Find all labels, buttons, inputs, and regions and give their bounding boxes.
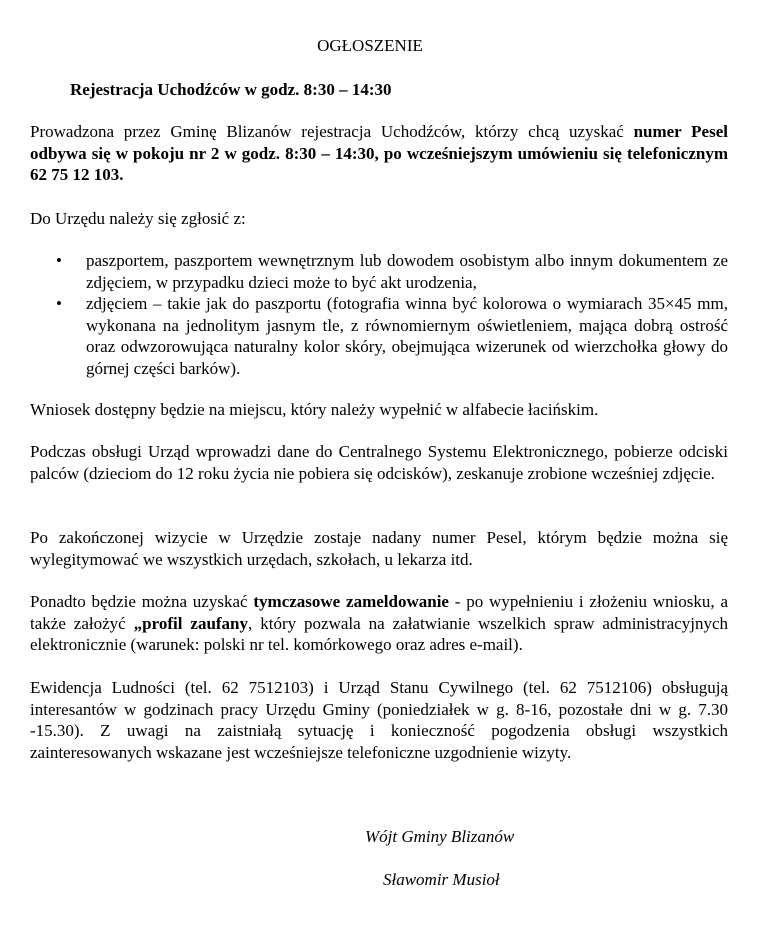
signature-name: Sławomir Musioł [383, 870, 500, 889]
document-subtitle: Rejestracja Uchodźców w godz. 8:30 – 14:30 [70, 80, 392, 99]
paragraph-documents-intro: Do Urzędu należy się zgłosić z: [30, 209, 246, 228]
signature-role: Wójt Gminy Blizanów [365, 827, 515, 846]
paragraph-pesel: Po zakończonej wizycie w Urzędzie zostaje nadany numer Pesel, którym będzie można się wylegitymować we wszystkich urzędach, szkołach, u lekarza itd. [30, 528, 728, 569]
paragraph-residence-text-3: , który pozwala na załatwianie wszelkich spraw administracyjnych elektronicznie (warunek: polski nr tel. komórkowego oraz adres e-mail). [30, 613, 728, 654]
paragraph-residence-text-2: - po wypełnieniu i złożeniu wniosku, a także założyć [30, 592, 729, 633]
paragraph-application: Wniosek dostępny będzie na miejscu, który należy wypełnić w alfabecie łacińskim. [30, 400, 599, 419]
paragraph-residence-text-1: Ponadto będzie można uzyskać [30, 592, 254, 611]
paragraph-office-hours: Ewidencja Ludności (tel. 62 7512103) i Urząd Stanu Cywilnego (tel. 62 7512106) obsługują interesantów w godzinach pracy Urzędu Gminy (poniedziałek w g. 8-16, pozostałe dni w g. 7.30 -15.30). Z uwagi na zaistniałą sytuację i konieczność pogodzenia obsługi wszystkich zainteresowanych wskazane jest wcześniejsze telefoniczne uzgodnienie wizyty. [30, 678, 728, 762]
paragraph-registration-text: Prowadzona przez Gminę Blizanów rejestracja Uchodźców, którzy chcą uzyskać [30, 122, 634, 141]
list-item [30, 250, 728, 293]
list-item [30, 293, 728, 379]
list-item-text: zdjęciem – takie jak do paszportu (fotografia winna być kolorowa o wymiarach 35×45 mm, wykonana na jednolitym jasnym tle, z równomiernym oświetleniem, mająca dobrą ostrość oraz odwzorowująca naturalny kolor skóry, obejmująca wizerunek od wierzchołka głowy do górnej części barków). [86, 294, 728, 378]
list-item-text: paszportem, paszportem wewnętrznym lub dowodem osobistym albo innym dokumentem ze zdjęciem, w przypadku dzieci może to być akt urodzenia, [86, 251, 728, 292]
paragraph-residence-bold-2: „profil zaufany [133, 613, 249, 633]
paragraph-processing: Podczas obsługi Urząd wprowadzi dane do Centralnego Systemu Elektronicznego, pobierze odciski palców (dzieciom do 12 roku życia nie pobiera się odcisków), zeskanuje zrobione wcześniej zdjęcie. [30, 442, 728, 483]
paragraph-registration [30, 121, 728, 186]
paragraph-residence-bold-1: tymczasowe zameldowanie [253, 592, 449, 611]
bullet-icon: • [56, 251, 62, 270]
documents-list [30, 250, 728, 379]
bullet-icon: • [56, 294, 62, 313]
paragraph-registration-bold: numer Pesel odbywa się w pokoju nr 2 w godz. 8:30 – 14:30, po wcześniejszym umówieniu się telefonicznym 62 75 12 103. [30, 122, 728, 184]
document-title: OGŁOSZENIE [317, 36, 423, 55]
paragraph-residence [30, 591, 728, 656]
